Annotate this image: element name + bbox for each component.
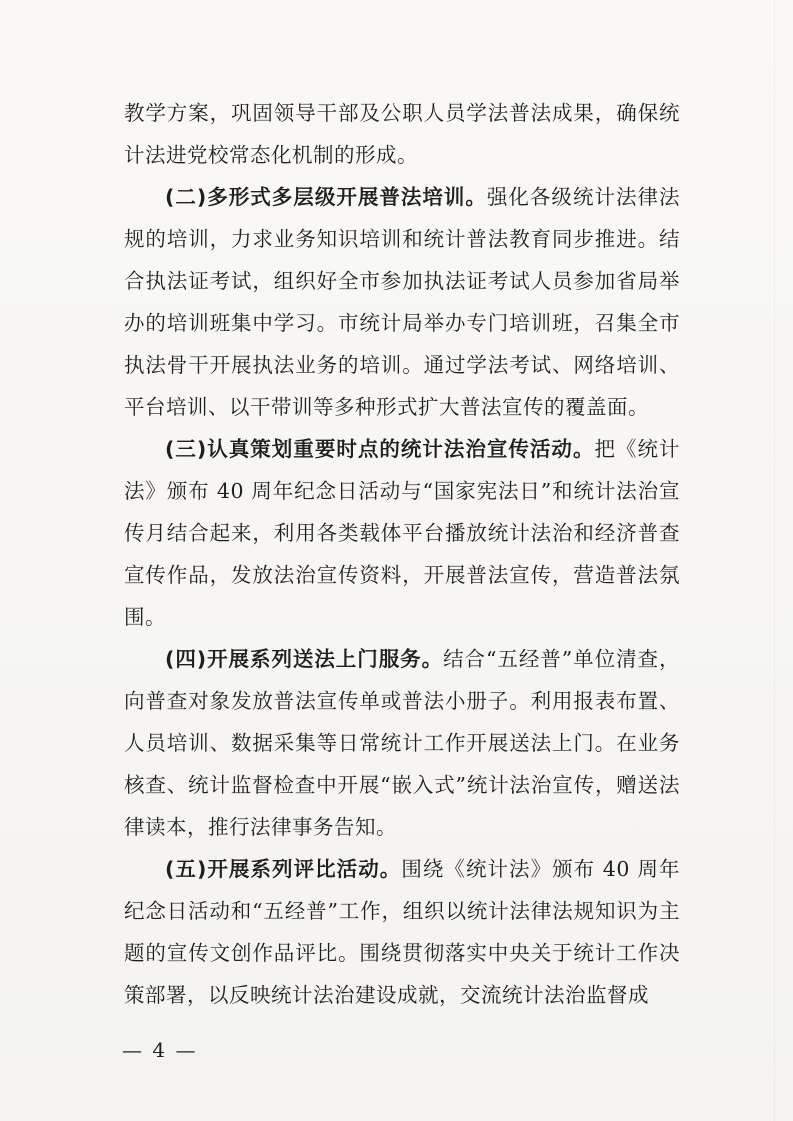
paragraph-heading: (二)多形式多层级开展普法培训。 xyxy=(165,185,487,209)
page-number: — 4 — xyxy=(122,1038,198,1062)
paragraph-1 xyxy=(124,92,680,176)
paragraph-3 xyxy=(124,428,680,638)
paragraph-body: 强化各级统计法律法规的培训，力求业务知识培训和统计普法教育同步推进。结合执法证考试，组织好全市参加执法证考试人员参加省局举办的培训班集中学习。市统计局举办专门培训班，召集全市执法骨干开展执法业务的培训。通过学法考试、网络培训、平台培训、以干带训等多种形式扩大普法宣传的覆盖面。 xyxy=(124,185,680,419)
paragraph-body: 围绕《统计法》颁布 40 周年纪念日活动和“五经普”工作，组织以统计法律法规知识为主题的宣传文创作品评比。围绕贯彻落实中央关于统计工作决策部署，以反映统计法治建设成就，交流统计法治监督成 xyxy=(124,857,680,1007)
paragraph-2 xyxy=(124,176,680,428)
paragraph-heading: (三)认真策划重要时点的统计法治宣传活动。 xyxy=(165,437,595,461)
scan-edge-line xyxy=(774,0,775,1121)
paragraph-4 xyxy=(124,638,680,848)
paragraph-heading: (四)开展系列送法上门服务。 xyxy=(165,647,444,671)
paragraph-heading: (五)开展系列评比活动。 xyxy=(165,857,402,881)
paragraph-body: 结合“五经普”单位清查，向普查对象发放普法宣传单或普法小册子。利用报表布置、人员培训、数据采集等日常统计工作开展送法上门。在业务核查、统计监督检查中开展“嵌入式”统计法治宣传，赠送法律读本，推行法律事务告知。 xyxy=(124,647,680,839)
paragraph-body: 教学方案，巩固领导干部及公职人员学法普法成果，确保统计法进党校常态化机制的形成。 xyxy=(124,101,680,167)
paragraph-5 xyxy=(124,848,680,1016)
paragraph-body: 把《统计法》颁布 40 周年纪念日活动与“国家宪法日”和统计法治宣传月结合起来，利用各类载体平台播放统计法治和经济普查宣传作品，发放法治宣传资料，开展普法宣传，营造普法氛围。 xyxy=(124,437,680,629)
body-text xyxy=(124,92,680,1016)
